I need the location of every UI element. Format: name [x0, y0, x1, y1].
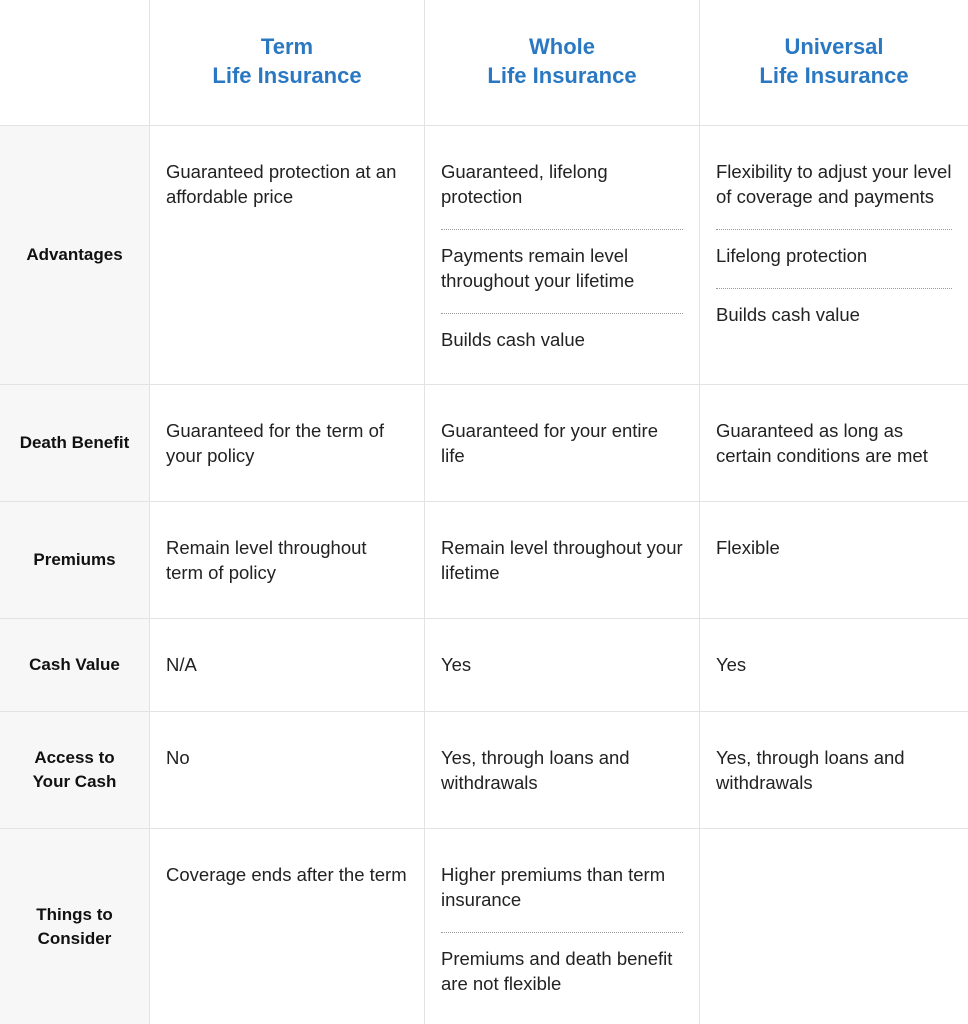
cell-things-to-consider-whole — [425, 829, 700, 1024]
cell-text: Builds cash value — [716, 304, 860, 325]
row-header-death-benefit — [0, 385, 150, 502]
cell-cash-value-whole — [425, 619, 700, 712]
cell-cash-value-universal — [700, 619, 968, 712]
column-header-whole — [425, 0, 700, 126]
row-header-line: Cash Value — [29, 655, 120, 674]
cell-premiums-whole — [425, 502, 700, 619]
cell-text: Guaranteed for the term of your policy — [166, 420, 385, 466]
cell-premiums-universal — [700, 502, 968, 619]
cell-text: No — [166, 747, 190, 768]
cell-text: Builds cash value — [441, 329, 585, 350]
cell-text: Guaranteed as long as certain conditions are met — [716, 420, 928, 466]
cell-premiums-term — [150, 502, 425, 619]
table-corner — [0, 0, 150, 126]
column-header-term — [150, 0, 425, 126]
column-header-line: Life Insurance — [759, 62, 909, 88]
cell-access-to-cash-universal — [700, 712, 968, 829]
cell-text: Yes — [441, 654, 472, 675]
cell-access-to-cash-term — [150, 712, 425, 829]
column-header-line: Whole — [529, 33, 595, 59]
cell-advantages-whole — [425, 126, 700, 385]
cell-text: Remain level throughout your lifetime — [441, 537, 683, 583]
cell-advantages-universal — [700, 126, 968, 385]
cell-text: Remain level throughout term of policy — [166, 537, 367, 583]
cell-text: N/A — [166, 654, 197, 675]
column-header-universal — [700, 0, 968, 126]
row-header-line: Access to — [34, 748, 115, 767]
cell-death-benefit-universal — [700, 385, 968, 502]
column-header-line: Term — [260, 33, 314, 59]
cell-text: Yes, through loans and withdrawals — [441, 747, 630, 793]
cell-death-benefit-whole — [425, 385, 700, 502]
dotted-divider — [441, 932, 683, 933]
column-header-line: Life Insurance — [212, 62, 362, 88]
row-header-line: Consider — [37, 928, 112, 948]
cell-text: Flexibility to adjust your level of coverage and payments — [716, 161, 952, 207]
cell-access-to-cash-whole — [425, 712, 700, 829]
cell-text: Payments remain level throughout your lifetime — [441, 245, 635, 291]
cell-text: Guaranteed protection at an affordable price — [166, 161, 397, 207]
cell-text: Yes, through loans and withdrawals — [716, 747, 905, 793]
cell-text: Guaranteed, lifelong protection — [441, 161, 608, 207]
row-header-access-to-cash — [0, 712, 150, 829]
cell-text: Coverage ends after the term — [166, 864, 407, 885]
dotted-divider — [441, 229, 683, 230]
row-header-line: Death Benefit — [19, 433, 130, 452]
dotted-divider — [716, 288, 952, 289]
cell-text: Yes — [716, 654, 747, 675]
cell-text: Guaranteed for your entire life — [441, 420, 658, 466]
row-header-line: Premiums — [33, 550, 116, 569]
column-header-line: Life Insurance — [487, 62, 637, 88]
row-header-advantages — [0, 126, 150, 385]
dotted-divider — [441, 313, 683, 314]
cell-death-benefit-term — [150, 385, 425, 502]
cell-text: Lifelong protection — [716, 245, 868, 266]
cell-text: Higher premiums than term insurance — [441, 864, 666, 910]
cell-advantages-term — [150, 126, 425, 385]
cell-things-to-consider-universal — [700, 829, 968, 1024]
row-header-premiums — [0, 502, 150, 619]
dotted-divider — [716, 229, 952, 230]
row-header-things-to-consider — [0, 829, 150, 1024]
cell-cash-value-term — [150, 619, 425, 712]
row-header-line: Your Cash — [32, 772, 117, 791]
cell-text: Flexible — [716, 537, 780, 558]
row-header-cash-value — [0, 619, 150, 712]
cell-things-to-consider-term — [150, 829, 425, 1024]
cell-text: Premiums and death benefit are not flexible — [441, 948, 673, 994]
row-header-line: Things to — [36, 904, 113, 924]
row-header-line: Advantages — [26, 245, 123, 264]
column-header-line: Universal — [784, 33, 884, 59]
